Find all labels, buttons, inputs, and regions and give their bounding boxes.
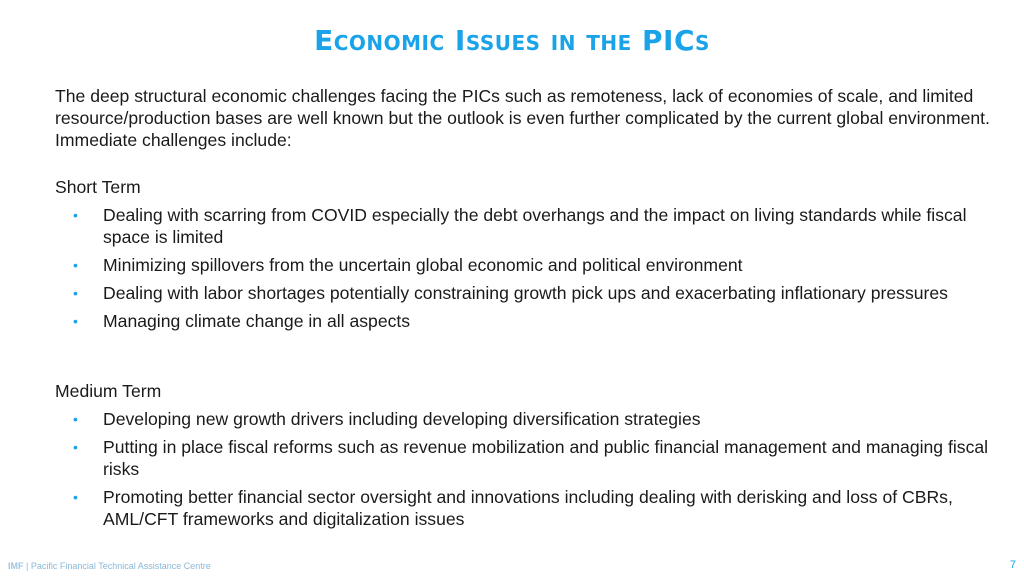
bullet-icon: •: [73, 285, 78, 301]
list-item-text: Managing climate change in all aspects: [103, 311, 411, 331]
list-item-text: Putting in place fiscal reforms such as revenue mobilization and public financial management and managing fiscal risks: [103, 437, 989, 479]
intro-paragraph: The deep structural economic challenges facing the PICs such as remoteness, lack of economies of scale, and limited resource/production bases are well known but the outlook is even further complicated by the current global environment. Immediate challenges include:: [55, 86, 990, 150]
footer-centre-name: Pacific Financial Technical Assistance Centre: [30, 561, 211, 571]
slide-title: Economic Issues in the PICs: [314, 24, 710, 57]
medium-term-list: [55, 408, 995, 536]
page-number: 7: [1009, 559, 1016, 571]
list-item-text: Dealing with labor shortages potentially constraining growth pick ups and exacerbating inflationary pressures: [103, 283, 948, 303]
list-item: [55, 486, 995, 530]
bullet-icon: •: [73, 411, 78, 427]
bullet-icon: •: [73, 313, 78, 329]
footer-separator: |: [23, 561, 31, 571]
list-item-text: Minimizing spillovers from the uncertain global economic and political environment: [103, 255, 743, 275]
bullet-icon: •: [73, 207, 78, 223]
list-item: [55, 254, 995, 276]
list-item-text: Promoting better financial sector oversight and innovations including dealing with derisking and loss of CBRs, AML/CFT frameworks and digitalization issues: [103, 487, 953, 529]
bullet-icon: •: [73, 257, 78, 273]
list-item: [55, 436, 995, 480]
bullet-icon: •: [73, 489, 78, 505]
footer: [8, 561, 211, 571]
short-term-heading: Short Term: [55, 177, 141, 197]
list-item: [55, 282, 995, 304]
list-item: [55, 204, 995, 248]
list-item-text: Developing new growth drivers including developing diversification strategies: [103, 409, 701, 429]
list-item: [55, 310, 995, 332]
medium-term-heading: Medium Term: [55, 381, 162, 401]
imf-logo-text: IMF: [8, 561, 24, 571]
list-item-text: Dealing with scarring from COVID especially the debt overhangs and the impact on living standards while fiscal space is limited: [103, 205, 967, 247]
list-item: [55, 408, 995, 430]
bullet-icon: •: [73, 439, 78, 455]
short-term-list: [55, 204, 995, 338]
